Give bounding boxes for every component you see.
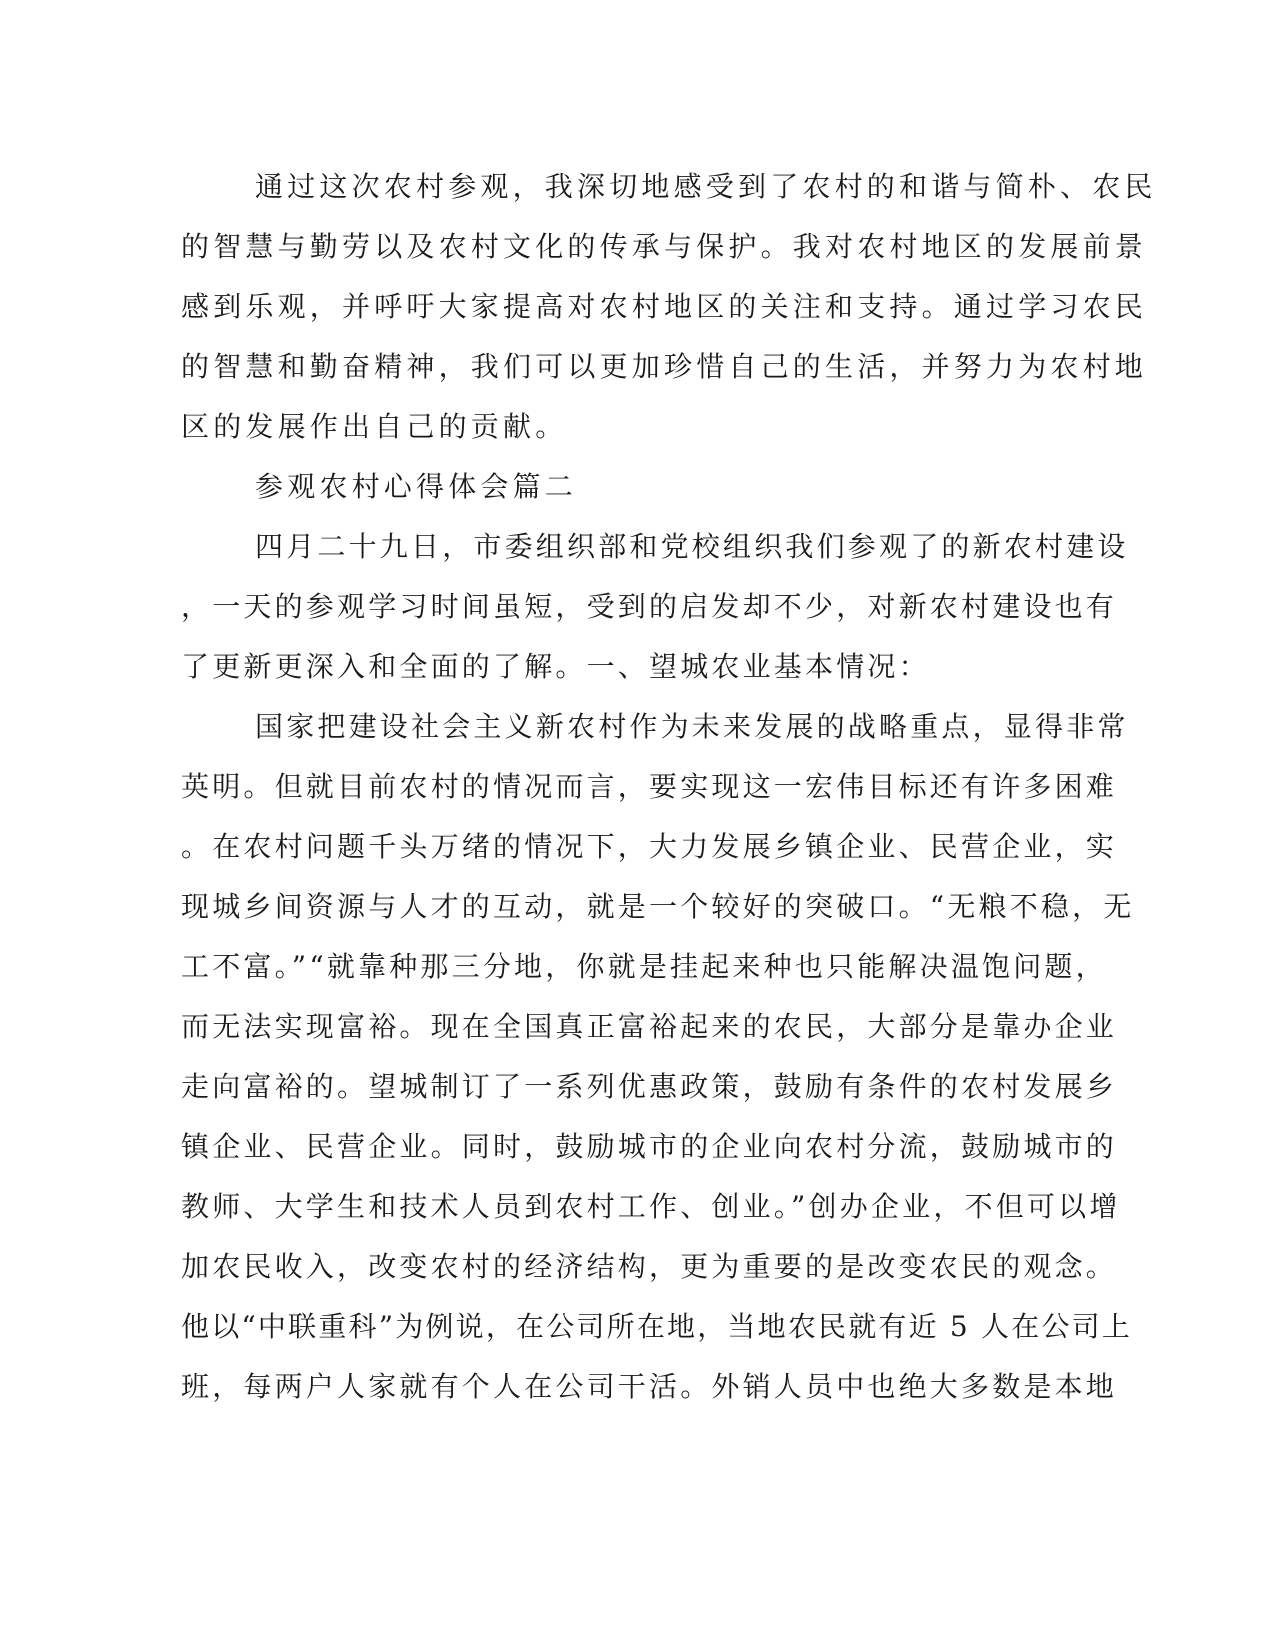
paragraph-line: 国家把建设社会主义新农村作为未来发展的战略重点，显得非常 <box>255 710 1129 743</box>
paragraph-line: 。在农村问题千头万绪的情况下，大力发展乡镇企业、民营企业，实 <box>181 830 1118 863</box>
paragraph-line: 教师、大学生和技术人员到农村工作、创业。”创办企业，不但可以增 <box>181 1190 1121 1223</box>
paragraph-line: 走向富裕的。望城制订了一系列优惠政策，鼓励有条件的农村发展乡 <box>181 1070 1118 1103</box>
section-heading-text: 参观农村心得体会篇二 <box>255 470 578 503</box>
policy-body-paragraph <box>181 697 1135 1417</box>
paragraph-line: 而无法实现富裕。现在全国真正富裕起来的农民，大部分是靠办企业 <box>181 1010 1118 1043</box>
closing-paragraph <box>181 157 1157 457</box>
paragraph-line: 的智慧和勤奋精神，我们可以更加珍惜自己的生活，并努力为农村地 <box>181 350 1148 383</box>
paragraph-line: 镇企业、民营企业。同时，鼓励城市的企业向农村分流，鼓励城市的 <box>181 1130 1118 1163</box>
paragraph-line: 工不富。”“就靠种那三分地，你就是挂起来种也只能解决温饱问题， <box>181 950 1107 983</box>
document-body <box>181 157 1157 1417</box>
paragraph-line: 感到乐观，并呼吁大家提高对农村地区的关注和支持。通过学习农民 <box>181 290 1148 323</box>
paragraph-line: 班，每两户人家就有个人在公司干活。外销人员中也绝大多数是本地 <box>181 1370 1118 1403</box>
paragraph-line: 加农民收入，改变农村的经济结构，更为重要的是改变农民的观念。 <box>181 1250 1118 1283</box>
paragraph-line: 英明。但就目前农村的情况而言，要实现这一宏伟目标还有许多困难 <box>181 770 1118 803</box>
paragraph-line: 区的发展作出自己的贡献。 <box>181 410 568 443</box>
paragraph-line: 四月二十九日，市委组织部和党校组织我们参观了的新农村建设 <box>255 530 1129 563</box>
paragraph-line: 的智慧与勤劳以及农村文化的传承与保护。我对农村地区的发展前景 <box>181 230 1148 263</box>
paragraph-line: 通过这次农村参观，我深切地感受到了农村的和谐与简朴、农民 <box>255 170 1157 203</box>
paragraph-line: 他以“中联重科”为例说，在公司所在地，当地农民就有近 5 人在公司上 <box>181 1310 1133 1343</box>
visit-intro-paragraph <box>181 517 1129 697</box>
paragraph-line: ，一天的参观学习时间虽短，受到的启发却不少，对新农村建设也有 <box>181 590 1118 623</box>
paragraph-line: 了更新更深入和全面的了解。一、望城农业基本情况： <box>181 650 930 683</box>
paragraph-line: 现城乡间资源与人才的互动，就是一个较好的突破口。“无粮不稳，无 <box>181 890 1135 923</box>
section-heading <box>181 457 1093 517</box>
